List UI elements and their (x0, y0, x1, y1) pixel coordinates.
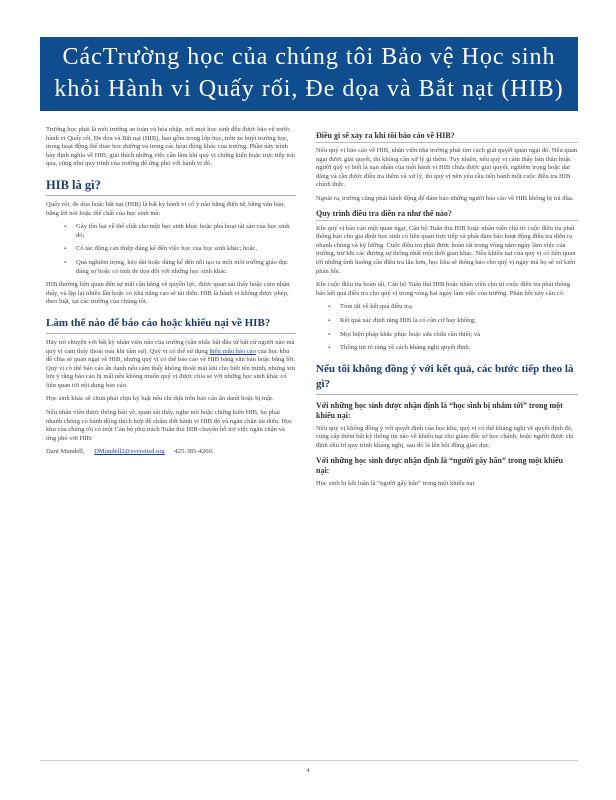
definition-paragraph-2: HIB thường liên quan đến sự mất cân bằng về quyền lực, được quan sát thấy hoặc cảm nhận thấy, và lặp lại nhiều lần hoặc có khả năng cao sẽ tái diễn. HIB là hành vi không được phép, theo luật, tại các trường của chúng tôi. (46, 281, 290, 306)
heading-investigation-process: Quy trình điều tra diễn ra như thế nào? (316, 209, 578, 221)
contact-phone: 425-385-4260. (174, 448, 214, 456)
heading-after-report: Điều gì sẽ xảy ra khi tôi báo cáo về HIB? (316, 131, 578, 143)
right-column (316, 126, 578, 494)
compliance-contact (46, 448, 296, 457)
footer-divider (40, 760, 578, 761)
title-line-2: khỏi Hành vi Quấy rối, Đe dọa và Bắt nạt (HIB) (54, 76, 564, 102)
page-number: 4 (306, 768, 310, 774)
report-paragraph-3: Nếu nhân viên được thông báo về, quan sát thấy, nghe nói hoặc chứng kiến HIB, họ phải nhanh chóng có hành động thích hợp để chấm dứt hành vi HIB đó và ngăn chặn tái diễn. Học khu của chúng tôi có một Cán bộ phụ trách Tuân thủ HIB chuyên hỗ trợ việc ngăn chặn và ứng phó với HIB: (46, 409, 293, 442)
list-item: ▪ Kết quả xác định rằng HIB là có cần cứ hay không; (316, 317, 578, 326)
report-paragraph-2: Học sinh khác sẽ chưa phải chịu kỷ luật nếu chỉ dựa trên báo cáo ẩn danh hoặc bị mật. (46, 395, 274, 403)
heading-targeted-student: Với những học sinh được nhận định là “học sinh bị nhắm tới” trong một khiếu nại: (316, 400, 563, 420)
list-item: ▪ Quá nghiêm trọng, kéo dài hoặc đáng kể đến nỗi tạo ra một môi trường giáo dục đáng sợ hoặc có tính đe dọa đối với những học sinh khác. (46, 259, 296, 276)
contact-name: Dani Mundell, (46, 448, 85, 456)
contact-email-link[interactable]: DMundell2@everettsd.org (94, 448, 165, 456)
targeted-paragraph: Nếu quý vị không đồng ý với quyết định của học khu, quý vị có thể kháng nghị về quyết định đó, cung cấp thêm bất kỳ thông tin nào về khiếu nại cho giám đốc sở học chánh, hoặc người được chỉ định chủ trì quy trình kháng nghị, sau đó là lên hội đồng giáo dục. (316, 424, 574, 449)
report-form-link[interactable]: biểu mẫu báo cáo (209, 347, 256, 355)
heading-aggressor: Với những học sinh được nhận định là “người gây hấn” trong một khiếu nại: (316, 456, 563, 476)
process-paragraph-1: Khi quý vị báo cáo một quan ngại, Cán bộ Tuân thủ HIB hoặc nhân viên chủ trì cuộc điều tra phải thông báo cho gia đình học sinh có liên quan trực tiếp và phải đảm bảo hoạt động điều tra diễn ra nhanh chóng và kỹ lưỡng. Cuộc điều tra phải được hoàn tất trong vòng năm ngày làm việc của trường, trừ khi các đương sự thống nhất một thời gian khác. Nếu khiếu nại của quý vị có liên quan tới những tình huống cần điều tra lâu hơn, học khu sẽ thông báo cho quý vị ngày mà họ sẽ xử kiến phán hồi. (316, 224, 576, 275)
report-text-a: Hãy trò chuyện với bất kỳ nhân viên nào của trường (cần nhắc bất đầu từ bất cứ người nào mà quý vị cảm thấy thoải mái khi tâm sự). Quý vị có thể sử dụng (46, 338, 295, 355)
report-text-b: của học khu để chia sẻ quan ngại về HIB, nhưng quý vị có thể báo cáo về HIB bằng văn bản hoặc bằng lời. Quý vị có thể báo cáo ẩn danh nếu cảm thấy không thoải mái khi cho biết tên mình, nhưng xin lưu ý rằng báo cáo bị mất nếu không muốn quý vị được chia sẻ với những học sinh khác có liên quan tới nội dung báo cáo. (46, 347, 296, 389)
title-banner (40, 37, 578, 111)
heading-next-steps: Nếu tôi không đồng ý với kết quả, các bước tiếp theo là gì? (316, 362, 578, 395)
intro-paragraph: Trường học phải là môi trường an toàn và hòa nhập, nơi mọi học sinh đều được bảo vệ trước hành vi Quấy rối, Đe dọa và Bắt nạt (HIB), bao gồm trong lớp học, trên xe buýt trường học, trong hoạt động thể thao học đường và trong các hoạt động khác của trường. Phần này trình bày định nghĩa về HIB, giải thích những việc cần làm khi quý vị chứng kiến hoặc trực tiếp trải qua, cũng như quy trình của trường để ứng phó với hành vi đó. (46, 126, 296, 168)
heading-what-is-hib: HIB là gì? (46, 178, 296, 196)
heading-how-to-report: Làm thế nào để báo cáo hoặc khiếu nại về HIB? (46, 316, 296, 334)
definition-paragraph: Quấy rối, đe dọa hoặc bắt nạt (HIB) là bất kỳ hành vi cố ý nào bằng điện tử, bằng văn bản, bằng lời nói hoặc thể chất của học sinh mà: (46, 200, 286, 217)
after-paragraph-2: Ngoài ra, trường cũng phải hành động để đảm bảo những người báo cáo về HIB không bị trả đũa. (316, 194, 574, 202)
report-paragraph-1 (46, 339, 296, 391)
after-paragraph-1: Nếu quý vị báo cáo về HIB, nhân viên nhà trường phải tìm cách giải quyết quan ngại đó. Nếu quan ngại được giải quyết, thì không cần xử lý gì thêm. Tuy nhiên, nếu quý vị cảm thấy bản thân hoặc người quý vị biết là nạn nhân của một hành vi HIB chưa được giải quyết, nghiêm trọng hoặc dai dẳng và cần được điều tra thêm và xử lý, thì quý vị nên yêu cầu tiến hành một cuộc điều tra HIB chính thức. (316, 147, 578, 189)
list-item: ▪ Gây tổn hại về thể chất cho một học sinh khác hoặc phá hoại tài sản của học sinh đó; (46, 223, 296, 240)
process-paragraph-2: Khi cuộc điều tra hoàn tất, Cán bộ Tuân thủ HIB hoặc nhân viên chủ trì cuộc điều tra phải thông báo kết quả điều tra cho quý vị trong vòng hai ngày làm việc của trường. Phản hồi này cần có: (316, 281, 570, 297)
title-line-1: CácTrường học của chúng tôi Bảo vệ Học sinh (62, 44, 556, 70)
list-item: ▪ Mọi biện pháp khắc phục hoặc sửa chữa cần thiết; và (316, 331, 578, 340)
aggressor-paragraph: Học sinh bị kết luận là “người gây hấn” trong một khiếu nại (316, 480, 475, 488)
outcome-list (316, 303, 578, 352)
left-column (46, 126, 296, 462)
list-item: ▪ Có tác động can thiệp đáng kể đến việc học của học sinh khác; hoặc, (46, 245, 296, 254)
definition-list (46, 223, 296, 276)
list-item: ▪ Tóm tắt về kết quả điều tra; (316, 303, 578, 312)
list-item: ▪ Thông tin rõ ràng về cách kháng nghị quyết định. (316, 344, 578, 353)
